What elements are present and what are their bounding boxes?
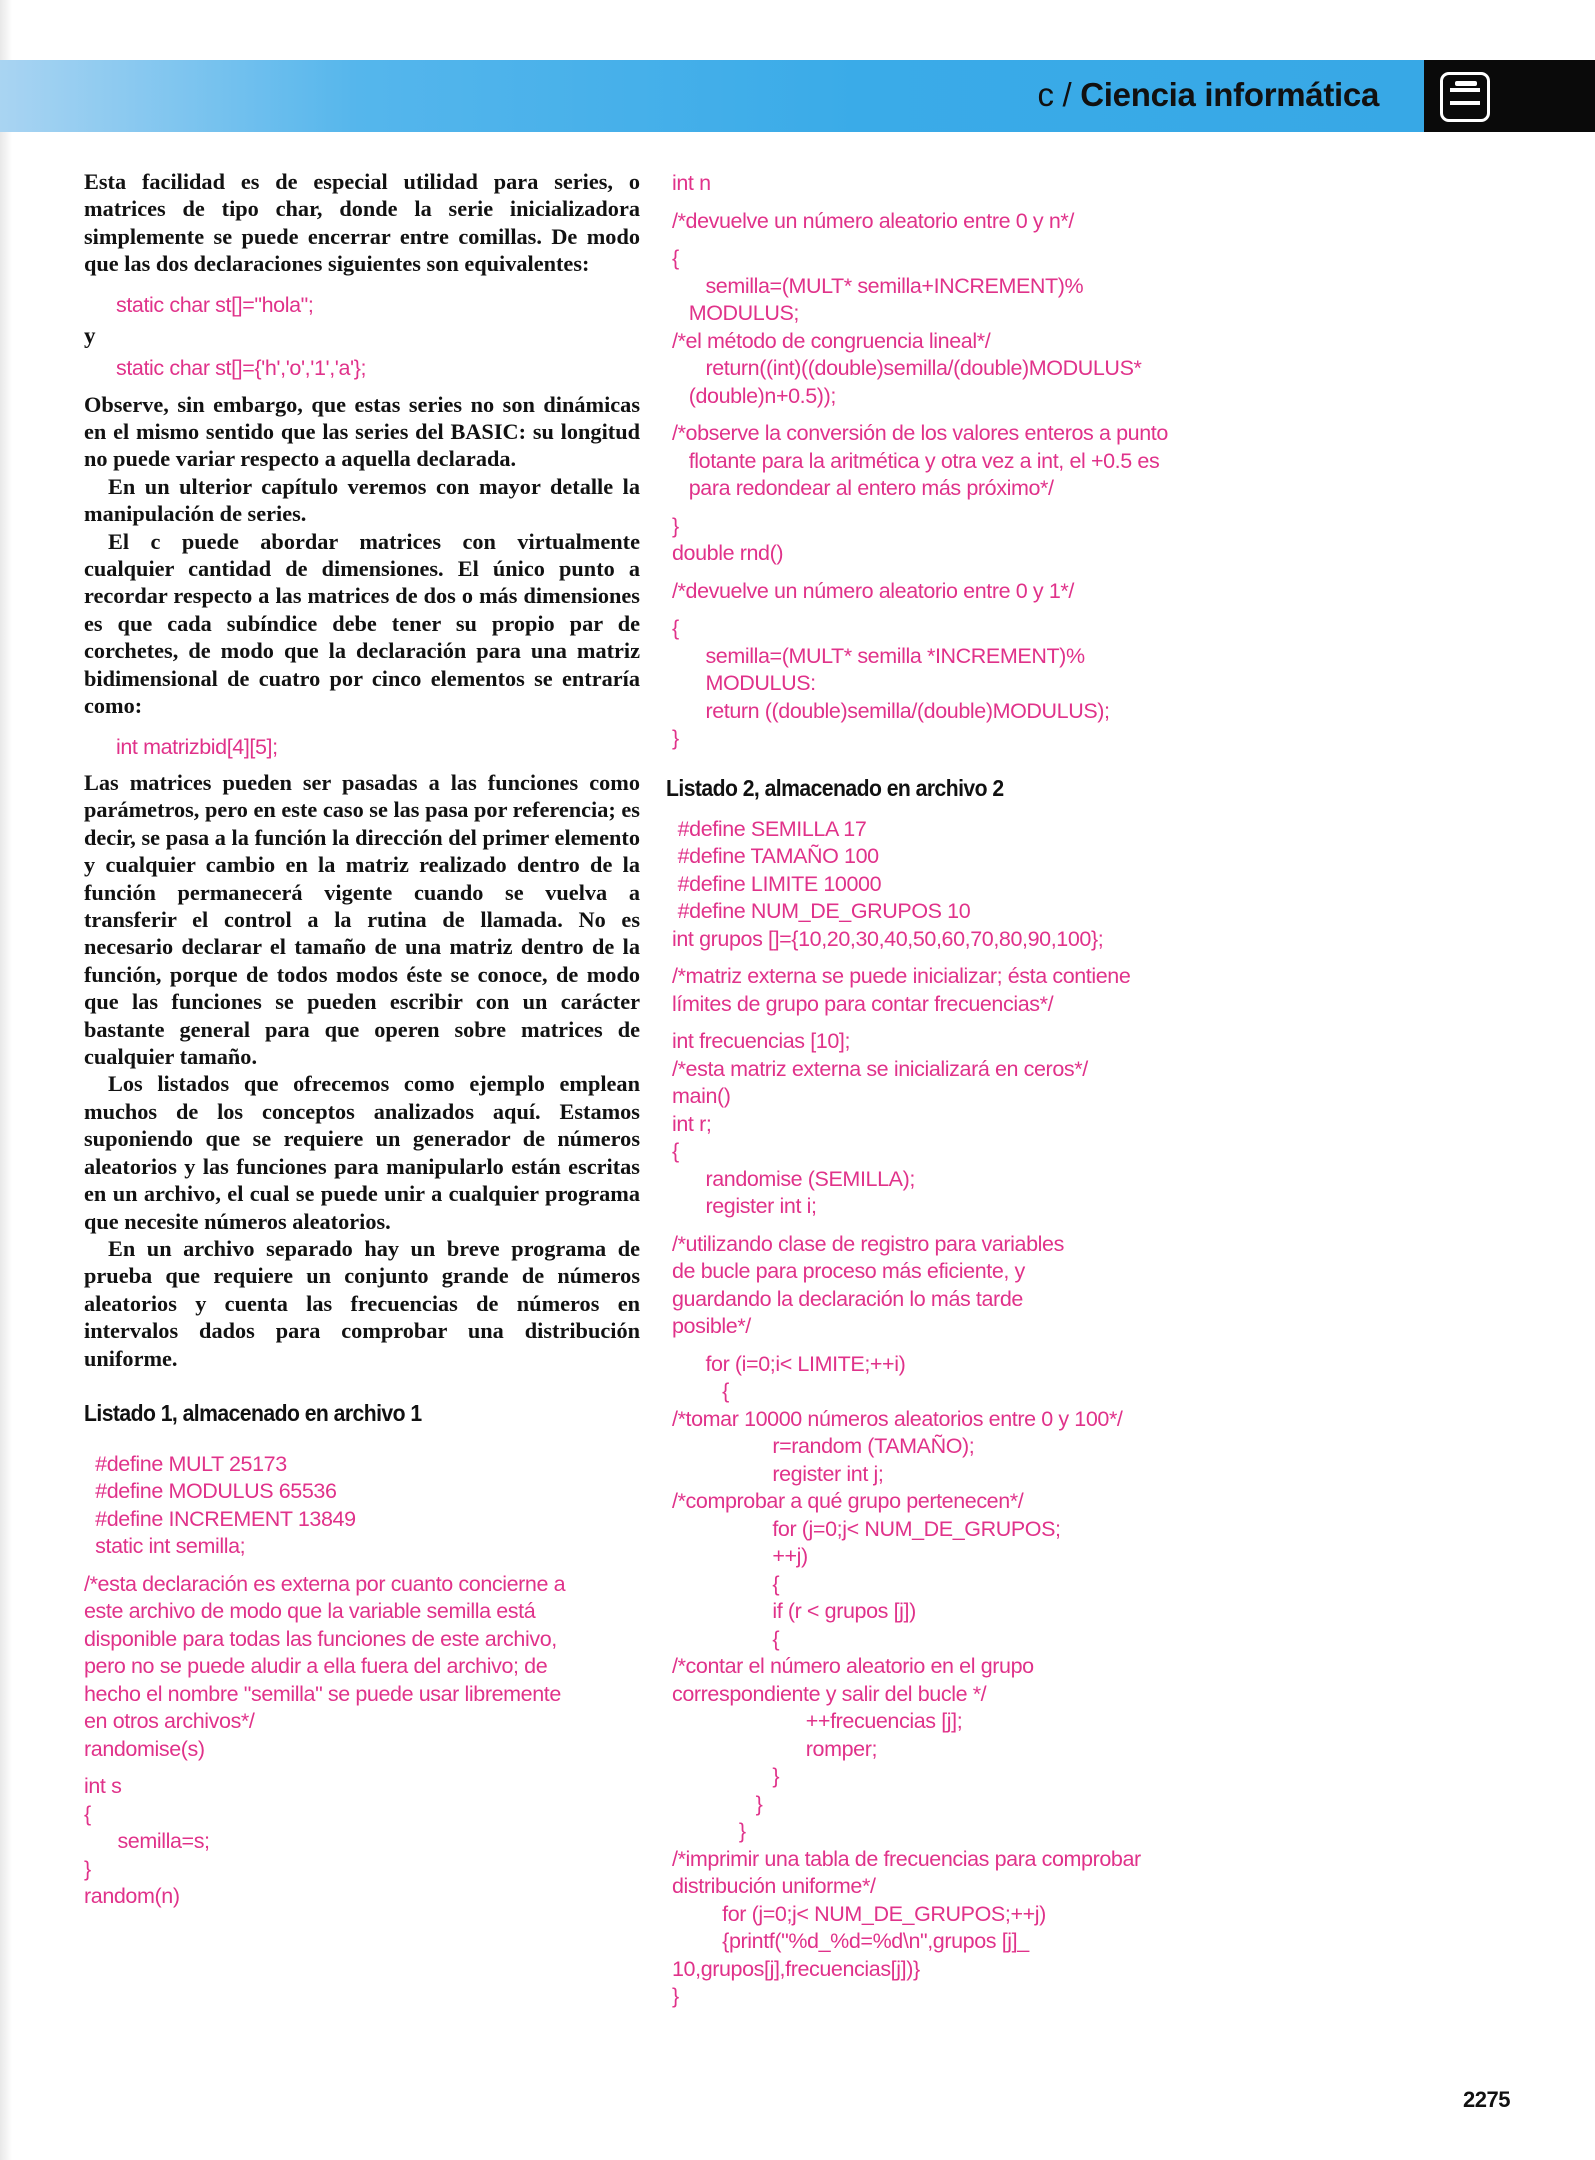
code-line	[672, 198, 1242, 208]
code-line: (double)n+0.5));	[672, 383, 836, 408]
code-line: guardando la declaración lo más tarde	[672, 1286, 1023, 1311]
page-edge-shadow	[0, 0, 12, 2160]
code-line: }	[672, 726, 679, 750]
page-number: 2275	[1463, 2087, 1510, 2112]
computer-icon	[1440, 72, 1490, 122]
code-line: register int i;	[672, 1194, 817, 1218]
code-line: romper;	[672, 1736, 878, 1761]
code-line: main()	[672, 1084, 731, 1108]
code-line	[672, 1018, 1242, 1028]
code-line: posible*/	[672, 1314, 751, 1338]
code-line	[672, 235, 1242, 245]
code-line: /*devuelve un número aleatorio entre 0 y 1*/	[672, 578, 1074, 603]
code-line: en otros archivos*/	[84, 1709, 255, 1734]
code-line: for (i=0;i< LIMITE;++i)	[672, 1351, 906, 1376]
code-line: #define SEMILLA 17	[672, 816, 867, 841]
section-prefix: c /	[1037, 76, 1072, 113]
code-line: disponible para todas las funciones de este archivo,	[84, 1626, 557, 1651]
code-line: if (r < grupos [j])	[672, 1599, 916, 1623]
code-line: de bucle para proceso más eficiente, y	[672, 1259, 1025, 1283]
code-line: for (j=0;j< NUM_DE_GRUPOS;	[672, 1516, 1061, 1541]
code-line: pero no se puede aludir a ella fuera del archivo; de	[84, 1654, 548, 1679]
left-column	[84, 168, 640, 1911]
code-line: double rnd()	[672, 541, 784, 565]
listing-1-code	[84, 1451, 640, 1911]
code-line: {	[672, 1139, 679, 1163]
code-static-char-array: static char st[]={'h','o','1','a'};	[116, 356, 367, 381]
code-line: /*contar el número aleatorio en el grupo	[672, 1654, 1034, 1678]
listing-1-code-continued	[672, 170, 1242, 753]
code-line: int n	[672, 171, 711, 195]
code-line: /*el método de congruencia lineal*/	[672, 328, 991, 353]
section-title-text: Ciencia informática	[1080, 76, 1379, 113]
code-line: este archivo de modo que la variable semilla está	[84, 1599, 536, 1624]
code-line: semilla=(MULT* semilla+INCREMENT)%	[672, 273, 1084, 298]
code-line: random(n)	[84, 1884, 180, 1909]
code-line: }	[84, 1856, 91, 1881]
listing-2-heading: Listado 2, almacenado en archivo 2	[666, 774, 1004, 801]
code-line: {	[672, 1571, 780, 1596]
code-line	[84, 1561, 640, 1571]
code-line: #define MODULUS 65536	[84, 1479, 337, 1504]
code-line	[84, 1763, 640, 1773]
code-line: #define TAMAÑO 100	[672, 844, 879, 868]
code-line: return ((double)semilla/(double)MODULUS);	[672, 698, 1110, 723]
code-line: /*devuelve un número aleatorio entre 0 y n*/	[672, 208, 1074, 233]
code-line	[672, 605, 1242, 615]
code-line: ++j)	[672, 1544, 808, 1568]
code-line	[672, 410, 1242, 420]
code-line: int frecuencias [10];	[672, 1029, 851, 1053]
code-line: {	[672, 246, 679, 270]
code-line: límites de grupo para contar frecuencias*/	[672, 991, 1054, 1016]
code-line: /*comprobar a qué grupo pertenecen*/	[672, 1489, 1024, 1513]
code-line: /*tomar 10000 números aleatorios entre 0 y 100*/	[672, 1406, 1123, 1431]
listing-2-code	[672, 816, 1242, 2011]
code-line: MODULUS;	[672, 301, 800, 325]
code-static-char-string: static char st[]="hola";	[116, 292, 314, 317]
code-line: ++frecuencias [j];	[672, 1709, 963, 1733]
paragraph-1: Esta facilidad es de especial utilidad para series, o matrices de tipo char, donde la serie inicializadora simplemente se puede encerrar entre comillas. De modo que las dos declaraciones siguientes son equivalentes:	[84, 169, 640, 277]
code-matrizbid: int matrizbid[4][5];	[116, 734, 278, 759]
code-line: /*esta matriz externa se inicializará en ceros*/	[672, 1056, 1088, 1081]
code-line: return((int)((double)semilla/(double)MODULUS*	[672, 356, 1142, 380]
code-line: int grupos []={10,20,30,40,50,60,70,80,90,100};	[672, 926, 1104, 951]
paragraph-3: En un ulterior capítulo veremos con mayor detalle la manipulación de series.	[84, 473, 640, 527]
code-line: }	[672, 1984, 679, 2008]
code-line: #define LIMITE 10000	[672, 871, 882, 896]
listing-1-heading: Listado 1, almacenado en archivo 1	[84, 1399, 422, 1426]
code-line: /*observe la conversión de los valores enteros a punto	[672, 421, 1168, 445]
paragraph-2: Observe, sin embargo, que estas series no son dinámicas en el mismo sentido que las series del BASIC: su longitud no puede variar respecto a aquella declarada.	[84, 391, 640, 472]
code-line: /*esta declaración es externa por cuanto concierne a	[84, 1571, 566, 1596]
code-line: }	[672, 513, 679, 538]
right-column	[666, 170, 1242, 2011]
paragraph-7: En un archivo separado hay un breve programa de prueba que requiere un conjunto grande de números aleatorios y cuenta las frecuencias de números en intervalos dados para comprobar una distribución uniforme.	[84, 1235, 640, 1371]
paragraph-4: El c puede abordar matrices con virtualmente cualquier cantidad de dimensiones. El único punto a recordar respecto a las matrices de dos o más dimensiones es que cada subíndice debe tener su propio par de corchetes, de modo que la declaración para una matriz bidimensional de cuatro por cinco elementos se entraría como:	[84, 528, 640, 719]
code-line: }	[672, 1819, 746, 1843]
code-line: /*utilizando clase de registro para variables	[672, 1231, 1064, 1256]
code-line: {	[84, 1801, 91, 1826]
code-line: {printf("%d_%d=%d\n",grupos [j]_	[672, 1929, 1029, 1953]
code-line: {	[672, 1379, 729, 1403]
code-line: hecho el nombre "semilla" se puede usar libremente	[84, 1681, 561, 1706]
code-line: 10,grupos[j],frecuencias[j])}	[672, 1956, 920, 1981]
code-line: flotante para la aritmética y otra vez a int, el +0.5 es	[672, 448, 1160, 473]
code-line: r=random (TAMAÑO);	[672, 1434, 975, 1458]
code-line	[672, 503, 1242, 513]
paragraph-6: Los listados que ofrecemos como ejemplo emplean muchos de los conceptos analizados aquí. Estamos suponiendo que se requiere un generador de números aleatorios y las funciones para manipularlo están escritas en un archivo, el cual se puede unir a cualquier programa que necesite números aleatorios.	[84, 1071, 640, 1234]
code-line: randomise (SEMILLA);	[672, 1166, 915, 1191]
code-line: /*imprimir una tabla de frecuencias para comprobar	[672, 1846, 1141, 1871]
code-line: semilla=s;	[84, 1829, 210, 1854]
code-line: #define MULT 25173	[84, 1451, 287, 1476]
code-line: }	[672, 1764, 780, 1788]
code-line	[672, 568, 1242, 578]
code-line: {	[672, 1626, 780, 1651]
section-title	[1037, 76, 1379, 116]
code-line	[672, 953, 1242, 963]
code-line: /*matriz externa se puede inicializar; ésta contiene	[672, 964, 1131, 988]
code-line: }	[672, 1791, 763, 1816]
code-line: int r;	[672, 1111, 712, 1136]
code-line: {	[672, 616, 679, 640]
code-line: static int semilla;	[84, 1534, 246, 1559]
code-line: register int j;	[672, 1461, 884, 1486]
code-line: randomise(s)	[84, 1736, 205, 1761]
code-line: int s	[84, 1774, 122, 1799]
code-line: semilla=(MULT* semilla *INCREMENT)%	[672, 643, 1085, 668]
code-line: distribución uniforme*/	[672, 1874, 876, 1898]
paragraph-5: Las matrices pueden ser pasadas a las funciones como parámetros, pero en este caso se las pasa por referencia; es decir, se pasa a la función la dirección del primer elemento y cualquier cambio en la matriz realizado dentro de la función permanecerá vigente cuando se vuelva a transferir el control a la rutina de llamada. No es necesario declarar el tamaño de una matriz dentro de la función, porque de todos modos éste se conoce, de modo que las funciones se pueden escribir con un carácter bastante general para que operen sobre matrices de cualquier tamaño.	[84, 770, 640, 1070]
code-line: for (j=0;j< NUM_DE_GRUPOS;++j)	[672, 1901, 1046, 1926]
conjunction-y: y	[84, 323, 96, 349]
code-line: para redondear al entero más próximo*/	[672, 476, 1054, 500]
code-line: MODULUS:	[672, 671, 816, 695]
code-line	[672, 1341, 1242, 1351]
code-line: #define NUM_DE_GRUPOS 10	[672, 899, 971, 923]
code-line: #define INCREMENT 13849	[84, 1506, 356, 1531]
code-line: correspondiente y salir del bucle */	[672, 1681, 987, 1706]
code-line	[672, 1221, 1242, 1231]
